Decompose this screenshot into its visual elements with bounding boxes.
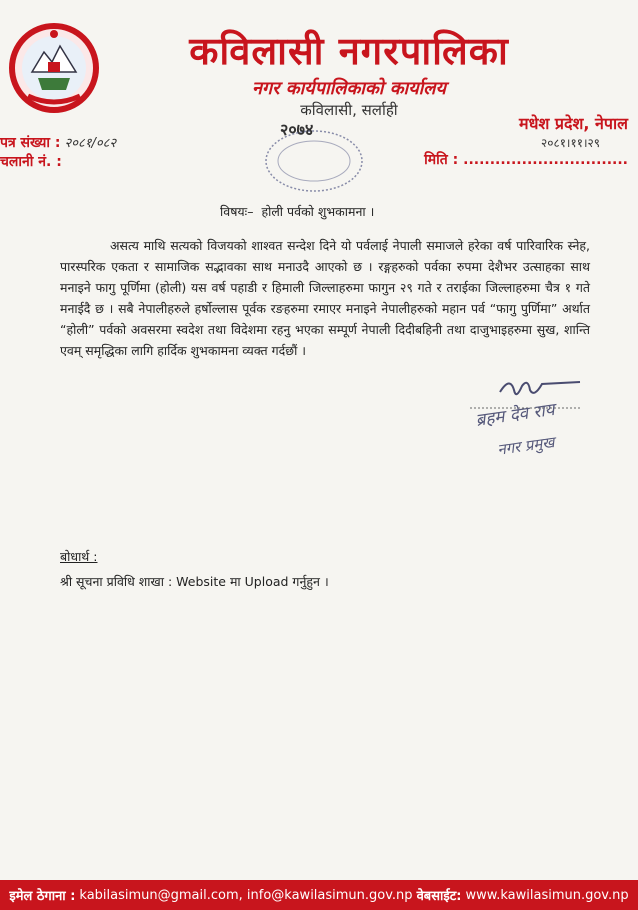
email-label: इमेल ठेगाना : [9, 889, 76, 904]
registration-date: २०८१।११।२९ [540, 136, 600, 150]
website-address: www.kawilasimun.gov.np [465, 887, 629, 903]
subject-label: विषयः– [220, 204, 254, 219]
website-label: वेबसाईट: [416, 889, 462, 904]
office-stamp [262, 126, 366, 196]
office-name: नगर कार्यपालिकाको कार्यालय [252, 78, 446, 99]
subject-line [220, 203, 374, 220]
reference-label: पत्र संख्या : [0, 135, 61, 151]
letter-body: असत्य माथि सत्यको विजयको शाश्वत सन्देश दिने यो पर्वलाई नेपाली समाजले हरेका वर्ष पारिवारिक स्नेह, पारस्परिक एकता र सामाजिक सद्भावका साथ मनाउदै आएको छ । रङ्गहरुको पर्वका रुपमा देशैभर उत्साहका साथ मनाइने फागु पूर्णिमा (होली) यस वर्ष पहाडी र हिमाली जिल्लाहरुमा फागुन २९ गते र तराईका जिल्लाहरुमा चैत्र १ गते मनाईदै छ । सबै नेपालीहरुले हर्षोल्लास पूर्वक रङहरुमा रमाएर मनाइने नेपालीहरुको महान पर्व “फागु पुर्णिमा” अर्थात “होली” पर्वको अवसरमा स्वदेश तथा विदेशमा रहनु भएका सम्पूर्ण नेपाली दिदीबहिनी तथा दाजुभाइहरुमा सुख, शान्ति एवम् समृद्धिका लागि हार्दिक शुभकामना व्यक्त गर्दछौं । [60, 238, 590, 358]
dispatch-number-label: चलानी नं. : [0, 154, 62, 170]
year: २०७४ [280, 120, 314, 139]
province: मधेश प्रदेश, नेपाल [519, 114, 628, 133]
subject-text: होली पर्वको शुभकामना । [261, 204, 375, 219]
office-address: कविलासी, सर्लाही [300, 101, 398, 119]
email-addresses: kabilasimun@gmail.com, info@kawilasimun.gov.np [79, 887, 413, 903]
signatory-name: ब्रहम देव राय [474, 399, 556, 431]
reference-value: २०८१/०८२ [64, 136, 117, 151]
cc-recipient: श्री सूचना प्रविधि शाखा : Website मा Upload गर्नुहुन । [60, 574, 329, 589]
footer-contact-bar [0, 880, 638, 910]
reference-number [0, 133, 116, 152]
cc-label: बोधार्थ : [60, 549, 98, 564]
organization-name: कविलासी नगरपालिका [189, 29, 509, 73]
date-field: मिति : ............................... [424, 152, 628, 168]
signatory-title: नगर प्रमुख [496, 432, 556, 459]
